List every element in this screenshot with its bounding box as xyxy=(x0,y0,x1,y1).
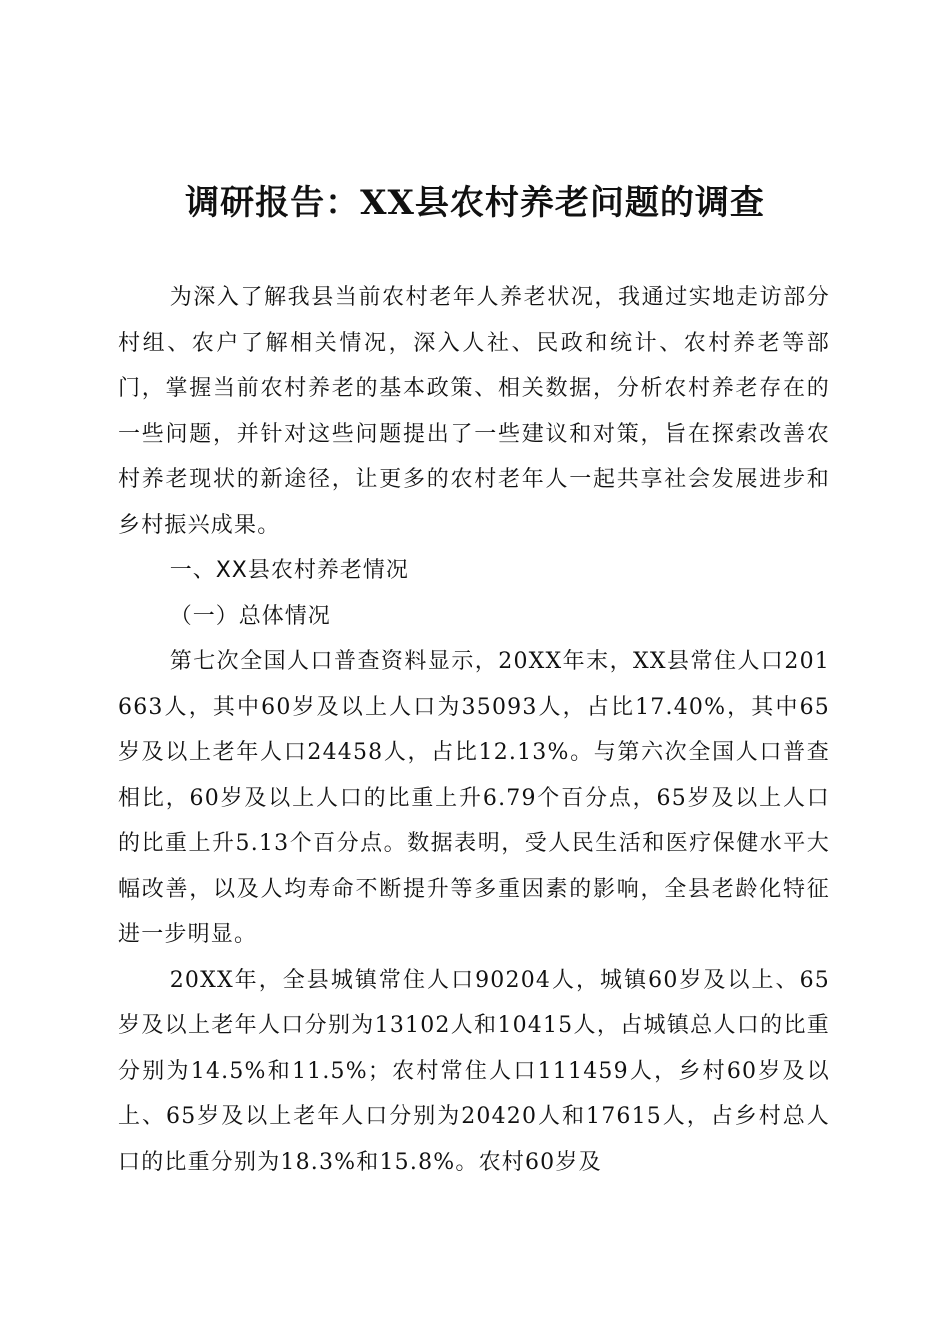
section-heading: 一、XX县农村养老情况 xyxy=(169,558,409,583)
body-paragraph: 20XX年，全县城镇常住人口90204人，城镇60岁及以上、65岁及以上老年人口分别为13102人和10415人，占城镇总人口的比重分别为14.5%和11.5%；农村常住人口111459人，乡村60岁及以上、65岁及以上老年人口分别为20420人和17615人，占乡村总人口的比重分别为18.3%和15.8%。农村60岁及 xyxy=(118,967,830,1175)
intro-paragraph: 为深入了解我县当前农村老年人养老状况，我通过实地走访部分村组、农户了解相关情况，深入人社、民政和统计、农村养老等部门，掌握当前农村养老的基本政策、相关数据，分析农村养老存在的一些问题，并针对这些问题提出了一些建议和对策，旨在探索改善农村养老现状的新途径，让更多的农村老年人一起共享社会发展进步和乡村振兴成果。 xyxy=(118,285,830,538)
body-paragraph: 第七次全国人口普查资料显示，20XX年末，XX县常住人口201663人，其中60岁及以上人口为35093人，占比17.40%，其中65岁及以上老年人口24458人，占比12.13%。与第六次全国人口普查相比，60岁及以上人口的比重上升6.79个百分点，65岁及以上人口的比重上升5.13个百分点。数据表明，受人民生活和医疗保健水平大幅改善，以及人均寿命不断提升等多重因素的影响，全县老龄化特征进一步明显。 xyxy=(118,649,830,947)
document-body xyxy=(118,275,830,1185)
document-title: 调研报告：XX县农村养老问题的调查 xyxy=(185,183,765,223)
subsection-heading: （一）总体情况 xyxy=(169,603,331,629)
